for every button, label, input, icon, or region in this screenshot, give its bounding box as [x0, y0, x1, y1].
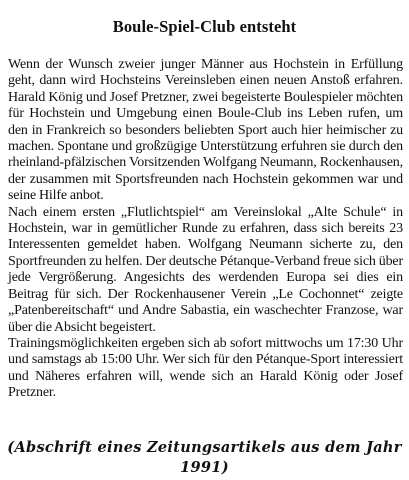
- article-paragraph: Wenn der Wunsch zweier junger Männer aus Hochstein in Erfüllung geht, dann wird Hochsteins Vereinsleben einen neuen Anstoß erfahren. Harald König und Josef Pretzner, zwei begeisterte Boulespieler möchten für Hochstein und Umgebung einen Boule-Club ins Leben rufen, um den in Frankreich so besonders beliebten Sport auch hier heimischer zu machen. Spontane und großzügige Unterstützung erfuhren sie durch den rheinland-pfälzischen Vorsitzenden Wolfgang Neumann, Rockenhausen, der zusammen mit Sportsfreunden nach Hochstein gekommen war und seine Hilfe anbot.: [8, 57, 403, 204]
- article-body: [8, 57, 403, 402]
- source-note: (Abschrift eines Zeitungsartikels aus dem Jahr 1991): [7, 439, 402, 476]
- article-paragraph: Trainingsmöglichkeiten ergeben sich ab sofort mittwochs um 17:30 Uhr und samstags ab 15:00 Uhr. Wer sich für den Pétanque-Sport interessiert und Näheres erfahren will, wende sich an Harald König oder Josef Pretzner.: [8, 335, 403, 401]
- article-title: Boule-Spiel-Club entsteht: [112, 17, 297, 37]
- article-paragraph: Nach einem ersten „Flutlichtspiel“ am Vereinslokal „Alte Schule“ in Hochstein, war in gemütlicher Runde zu erfahren, dass sich bereits 23 Interessenten gemeldet haben. Wolfgang Neumann sicherte zu, den Sportfreunden zu helfen. Der deutsche Pétanque-Verband freue sich über jede Vergrößerung. Angesichts des werdenden Europa sei dies ein Beitrag für sich. Der Rockenhausener Verein „Le Cochonnet“ zeigte „Patenbereitschaft“ und Andre Sabastia, ein waschechter Franzose, war über die Absicht begeistert.: [8, 204, 403, 335]
